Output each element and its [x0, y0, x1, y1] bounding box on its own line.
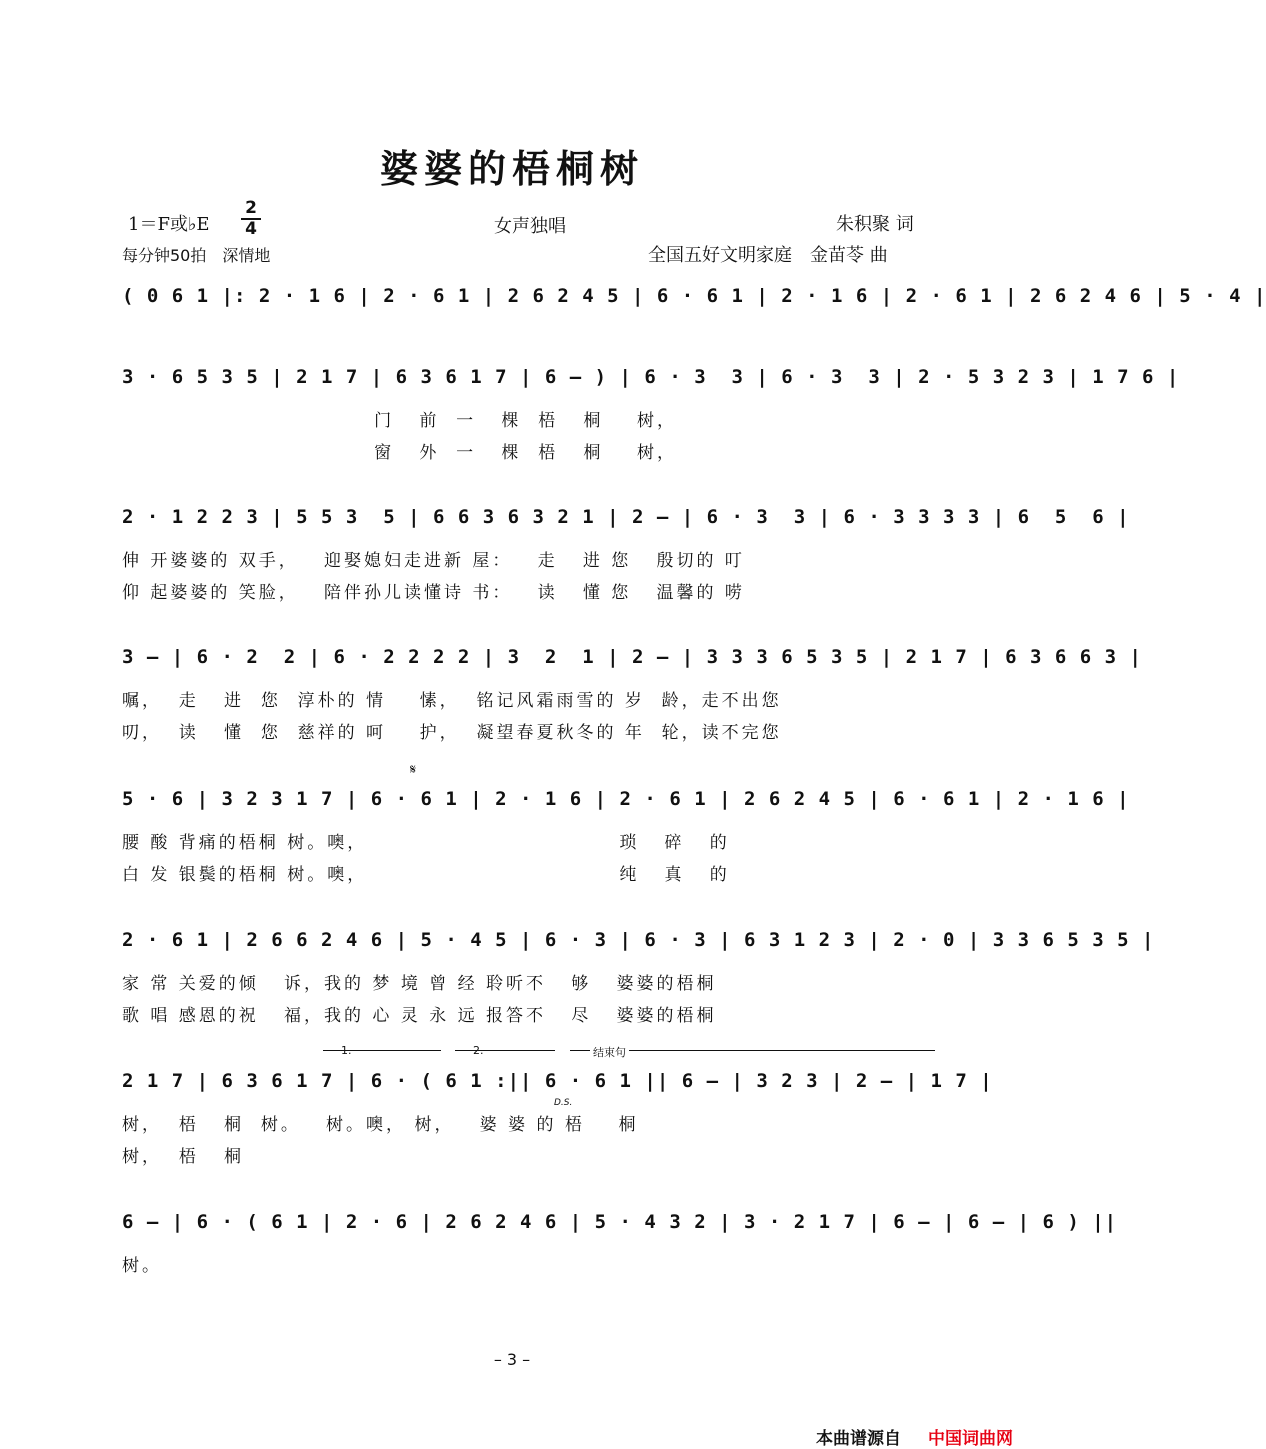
notation-line: ( 0 6 1 |: 2 · 1 6 | 2 · 6 1 | 2 6 2 4 5 | 6 · 6 1 | 2 · 1 6 | 2 · 6 1 | 2 6 2 4 6 | 5 · 4 | [122, 285, 1266, 307]
notation-line: 6 – | 6 · ( 6 1 | 2 · 6 | 2 6 2 4 6 | 5 · 4 3 2 | 3 · 2 1 7 | 6 – | 6 – | 6 ) || [122, 1211, 1118, 1233]
first-ending-label: 1. [341, 1044, 352, 1057]
lyric-verse-1: 门 前 一 棵 梧 桐 树， [122, 411, 677, 431]
lyric-verse-1: 树。 [122, 1256, 162, 1276]
volta-brackets [315, 1044, 935, 1060]
key-signature: 1＝F或♭E [128, 214, 210, 235]
score-row-7 [122, 1070, 993, 1170]
ds-marking: D.S. [554, 1098, 573, 1108]
score-row-6 [122, 929, 1155, 1029]
lyric-verse-2: 叨， 读 懂 您 慈祥的 呵 护， 凝望春夏秋冬的 年 轮，读不完您 [122, 723, 782, 743]
notation-line: 2 · 6 1 | 2 6 6 2 4 6 | 5 · 4 5 | 6 · 3 | 6 · 3 | 6 3 1 2 3 | 2 · 0 | 3 3 6 5 3 5 | [122, 929, 1155, 951]
lyric-verse-1: 树， 梧 桐 树。 树。噢， 树， 婆 婆 的 梧 桐 [122, 1115, 639, 1135]
lyricist-credit: 朱积聚 词 [836, 214, 914, 235]
second-ending-label: 2. [473, 1044, 484, 1057]
score-row-2 [122, 366, 1180, 466]
page-number: – 3 – [493, 1350, 531, 1369]
performance-type: 女声独唱 [494, 216, 566, 237]
composer-credit: 全国五好文明家庭 金苗苓 曲 [648, 245, 888, 266]
segno-mark: 𝄋 [410, 762, 417, 778]
lyric-verse-1: 腰 酸 背痛的梧桐 树。噢， 琐 碎 的 [122, 833, 730, 853]
time-bottom: 4 [245, 219, 257, 239]
end-phrase-label: 结束句 [590, 1044, 629, 1060]
lyric-verse-2: 歌 唱 感恩的祝 福，我的 心 灵 永 远 报答不 尽 婆婆的梧桐 [122, 1006, 717, 1026]
time-signature [241, 200, 261, 238]
score-row-3 [122, 506, 1130, 606]
song-title: 婆婆的梧桐树 [379, 146, 644, 191]
score-row-4 [122, 646, 1142, 746]
lyric-verse-1: 家 常 关爱的倾 诉，我的 梦 境 曾 经 聆听不 够 婆婆的梧桐 [122, 974, 717, 994]
lyric-verse-2: 树， 梧 桐 [122, 1147, 245, 1167]
lyric-verse-1: 伸 开婆婆的 双手， 迎娶媳妇走进新 屋： 走 进 您 殷切的 叮 [122, 551, 745, 571]
score-row-1 [122, 285, 1266, 315]
notation-line: 5 · 6 | 3 2 3 1 7 | 6 · 6 1 | 2 · 1 6 | 2 · 6 1 | 2 6 2 4 5 | 6 · 6 1 | 2 · 1 6 | [122, 788, 1130, 810]
footer-site-link[interactable]: 中国词曲网 [928, 1429, 1013, 1449]
notation-line: 3 – | 6 · 2 2 | 6 · 2 2 2 2 | 3 2 1 | 2 – | 3 3 3 6 5 3 5 | 2 1 7 | 6 3 6 6 3 | [122, 646, 1142, 668]
score-row-5 [122, 788, 1130, 888]
lyric-verse-2: 仰 起婆婆的 笑脸， 陪伴孙儿读懂诗 书： 读 懂 您 温馨的 唠 [122, 583, 745, 603]
notation-line: 3 · 6 5 3 5 | 2 1 7 | 6 3 6 1 7 | 6 – ) | 6 · 3 3 | 6 · 3 3 | 2 · 5 3 2 3 | 1 7 6 | [122, 366, 1180, 388]
notation-line: 2 · 1 2 2 3 | 5 5 3 5 | 6 6 3 6 3 2 1 | 2 – | 6 · 3 3 | 6 · 3 3 3 3 | 6 5 6 | [122, 506, 1130, 528]
second-ending-line [455, 1050, 555, 1051]
lyric-verse-2: 白 发 银鬓的梧桐 树。噢， 纯 真 的 [122, 865, 730, 885]
time-top: 2 [245, 198, 257, 218]
tempo-marking: 每分钟50拍 深情地 [122, 246, 271, 265]
lyric-verse-2: 窗 外 一 棵 梧 桐 树， [122, 443, 677, 463]
score-row-8 [122, 1211, 1118, 1281]
notation-line: 2 1 7 | 6 3 6 1 7 | 6 · ( 6 1 :|| 6 · 6 1 || 6 – | 3 2 3 | 2 – | 1 7 | [122, 1070, 993, 1092]
lyric-verse-1: 嘱， 走 进 您 淳朴的 情 愫， 铭记风霜雨雪的 岁 龄，走不出您 [122, 691, 782, 711]
footer-source-text: 本曲谱源自 [816, 1429, 901, 1449]
